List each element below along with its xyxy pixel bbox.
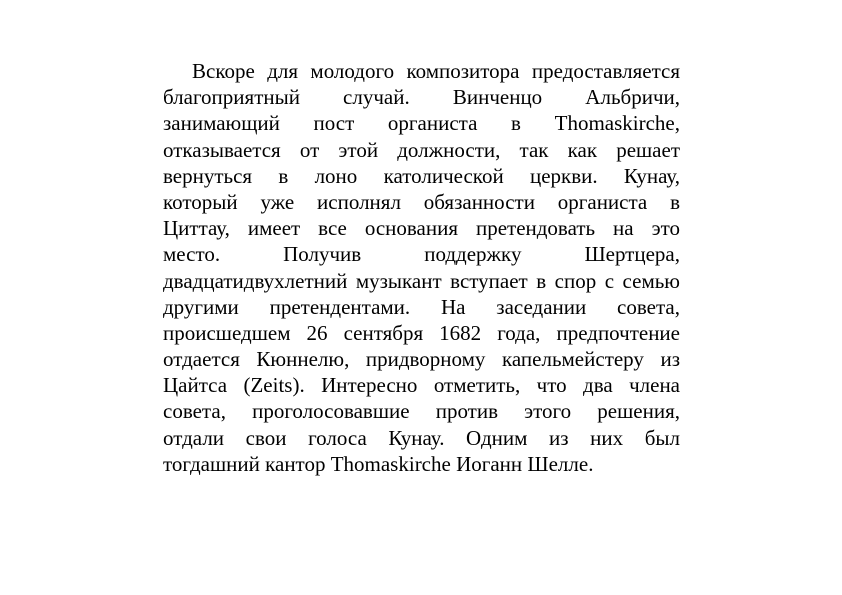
paragraph-line: отдали свои голоса Кунау. Одним из них был [163,425,680,450]
paragraph-line: происшедшем 26 сентября 1682 года, предпочтение [163,320,680,345]
paragraph-line: совета, проголосовавшие против этого решения, [163,399,680,424]
paragraph-line: занимающий пост органиста в Thomaskirche, [163,111,680,136]
paragraph-line: Цайтса (Zeits). Интересно отметить, что два члена [163,373,680,398]
paragraph-line: двадцатидвухлетний музыкант вступает в спор с семью [163,268,680,293]
paragraph-line: который уже исполнял обязанности органиста в [163,189,680,214]
paragraph-line: отдается Кюннелю, придворному капельмейстеру из [163,347,680,372]
paragraph-line: вернуться в лоно католической церкви. Кунау, [163,163,680,188]
paragraph-line: благоприятный случай. Винченцо Альбричи, [163,85,680,110]
paragraph-line: тогдашний кантор Thomaskirche Иоганн Шелле. [163,451,594,476]
paragraph-line: Вскоре для молодого композитора предоставляется [192,59,680,83]
paragraph-line: отказывается от этой должности, так как решает [163,137,680,162]
paragraph-line: другими претендентами. На заседании совета, [163,294,680,319]
paragraph-line: место. Получив поддержку Шертцера, [163,242,680,267]
paragraph-line: Циттау, имеет все основания претендовать на это [163,216,680,241]
paragraph [163,58,680,477]
